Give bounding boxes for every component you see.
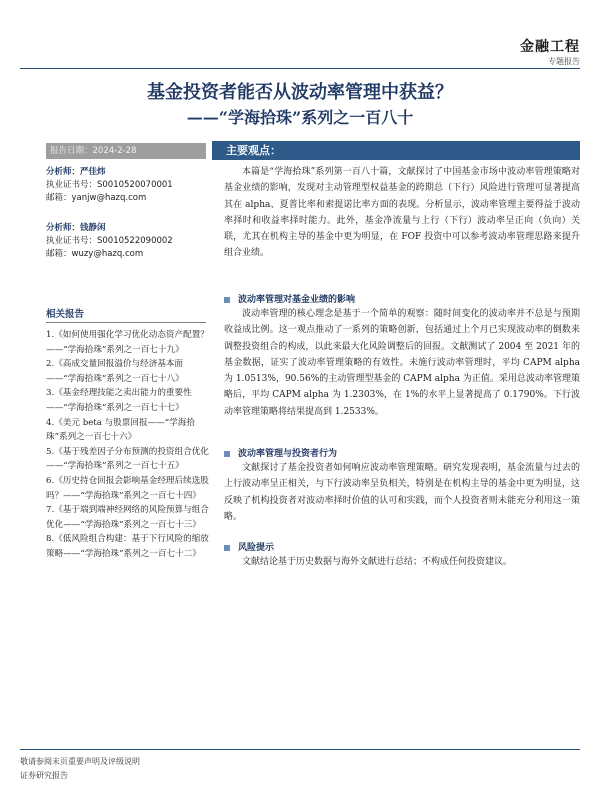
bottom-divider: [20, 749, 580, 750]
section-text-volatility-impact: 波动率管理的核心理念是基于一个简单的观察：随时间变化的波动率并不总是与预期收益成比例。这一观点推动了一系列的策略创新，包括通过上个月已实现波动率的倒数来调整投资组合的构成，以此来最大化风险调整后的回报。文献测试了 2004 至 2021 年的基金数据，证实了波动率管理策略的有效性。未施行波动率管理时，平均 CAPM alpha 为 1.0513%，90.56%的主动管理型基金的 CAPM alpha 为正值。采用总波动率管理策略后，平均 CAPM alpha 为 1.2303%，在 1%的水平上显著提高了 0.1790%。下行波动率管理策略将结果提高到 1.2533%。: [224, 309, 580, 417]
author-name: 钱静闲: [80, 223, 106, 233]
author-block-2: [46, 222, 206, 261]
related-report-item[interactable]: 8.《低风险组合构建：基于下行风险的缩放策略——“学海拾珠”系列之一百七十二》: [46, 534, 209, 559]
related-report-item[interactable]: 1.《如何使用强化学习优化动态资产配置？——“学海拾珠”系列之一百七十九》: [46, 330, 209, 355]
related-reports-title: 相关报告: [46, 309, 85, 320]
related-report-item[interactable]: 2.《高成交量回报溢价与经济基本面——“学海拾珠”系列之一百七十八》: [46, 359, 184, 384]
report-date: 报告日期：2024-2-28: [46, 143, 206, 159]
section-text-investor-behavior: 文献探讨了基金投资者如何响应波动率管理策略。研究发现表明，基金流量与过去的上行波动率呈正相关，与下行波动率呈负相关，特别是在机构主导的基金中更为明显，这反映了机构投资者对波动率择时价值的认可和实践，而个人投资者则未能充分利用这一策略。: [224, 463, 580, 522]
related-reports-list: [46, 328, 212, 562]
related-report-item[interactable]: 4.《美元 beta 与股票回报——“学海拾珠”系列之一百七十六》: [46, 417, 195, 443]
author-cert: 执业证书号：S0010522090002: [46, 236, 173, 246]
key-points-header: 主要观点：: [212, 141, 580, 160]
author-role-line: 分析师：钱静闲: [46, 223, 106, 233]
section-heading-investor-behavior: 波动率管理与投资者行为: [224, 446, 337, 459]
section-heading-volatility-impact: 波动率管理对基金业绩的影响: [224, 292, 355, 305]
section-heading-risk-warning: 风险提示: [224, 540, 274, 553]
square-bullet-icon: [224, 297, 230, 303]
related-report-item[interactable]: 5.《基于残差因子分布预测的投资组合优化——“学海拾珠”系列之一百七十五》: [46, 446, 209, 472]
author-email: 邮箱：wuzy@hazq.com: [46, 249, 144, 259]
key-points-intro: 本篇是“学海拾珠”系列第一百八十篇，文献探讨了中国基金市场中波动率管理策略对基金业绩的影响，发现对主动管理型权益基金的跨期总（下行）风险进行管理可显著提高其在 alpha、夏普比率和索提诺比率方面的表现。分析显示，波动率管理主要得益于波动率择时和收益率择时能力。此外，基金净流量与上行（下行）波动率呈正向（负向）关联，尤其在机构主导的基金中更为明显，在 FOF 投资中可以参考波动率管理思路来提升组合业绩。: [224, 167, 580, 259]
section-text-risk-warning: 文献结论基于历史数据与海外文献进行总结；不构成任何投资建议。: [242, 557, 513, 567]
report-title: 基金投资者能否从波动率管理中获益？: [147, 82, 453, 103]
author-block-1: [46, 166, 206, 205]
footer-report-label: 证券研究报告: [20, 771, 68, 780]
report-subtitle: ——“学海拾珠”系列之一百八十: [186, 108, 414, 127]
disclaimer-link[interactable]: 敬请参阅末页重要声明及评级说明: [20, 757, 140, 766]
square-bullet-icon: [224, 451, 230, 457]
square-bullet-icon: [224, 545, 230, 551]
related-report-item[interactable]: 6.《历史持仓回报会影响基金经理后续选股吗？——“学海拾珠”系列之一百七十四》: [46, 475, 209, 501]
author-role-line: 分析师：严佳炜: [46, 167, 106, 177]
brand-title: 金融工程: [520, 39, 580, 55]
related-report-item[interactable]: 3.《基金经理技能之卖出能力的重要性——“学海拾珠”系列之一百七十七》: [46, 388, 192, 413]
author-name: 严佳炜: [80, 167, 106, 177]
top-divider: [20, 68, 580, 69]
author-email: 邮箱：yanjw@hazq.com: [46, 193, 147, 203]
related-report-item[interactable]: 7.《基于端到端神经网络的风险预算与组合优化——“学海拾珠”系列之一百七十三》: [46, 505, 209, 530]
author-cert: 执业证书号：S0010520070001: [46, 180, 173, 190]
report-type: 专题报告: [548, 57, 580, 66]
related-divider: [46, 322, 206, 323]
